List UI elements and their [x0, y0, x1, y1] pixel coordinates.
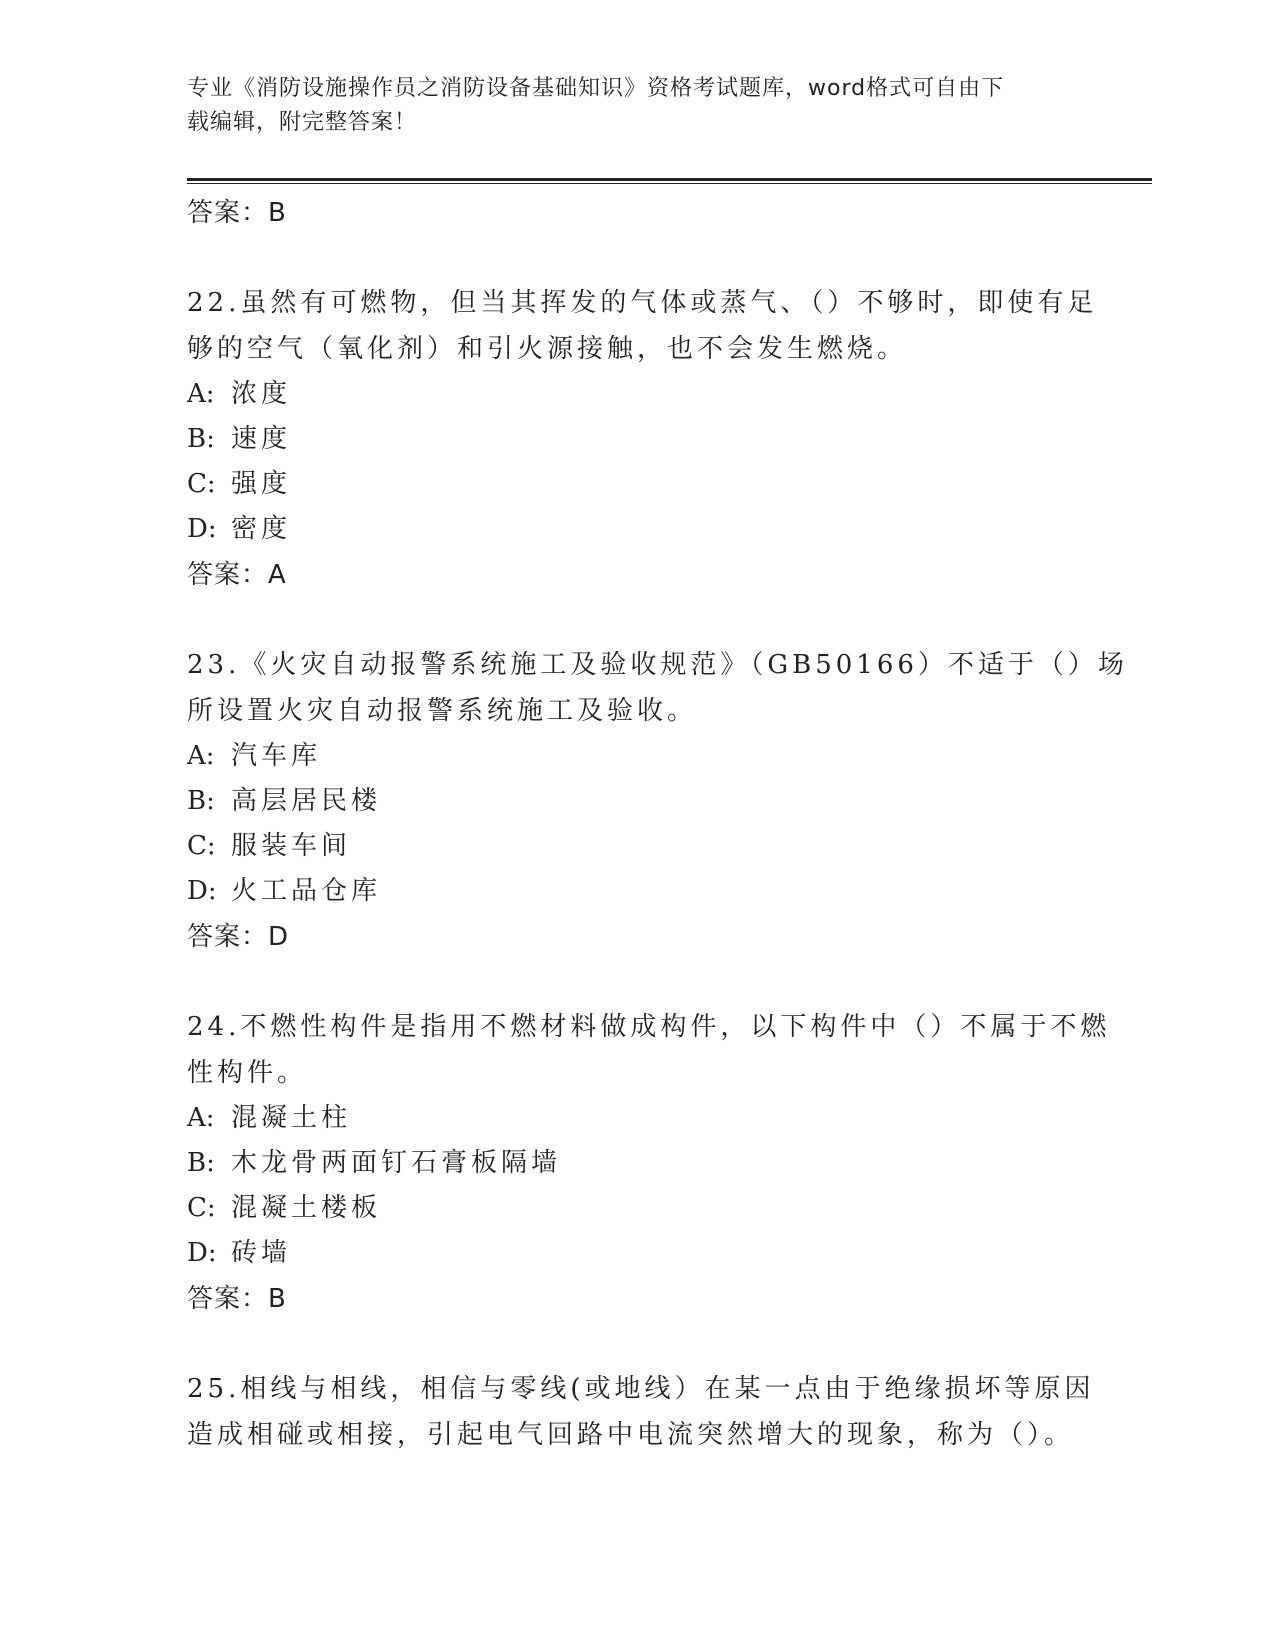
option-letter: A:: [187, 1103, 215, 1133]
option-letter: B:: [187, 786, 215, 816]
option-text: 混凝土楼板: [231, 1193, 382, 1223]
option-c: [187, 824, 1087, 869]
option-text: 密度: [231, 514, 292, 544]
option-letter: D:: [187, 876, 217, 906]
option-b: [187, 779, 1087, 824]
option-text: 高层居民楼: [231, 786, 382, 816]
option-text: 混凝土柱: [231, 1103, 352, 1133]
question-text-line: 造成相碰或相接，引起电气回路中电流突然增大的现象，称为（）。: [187, 1420, 1075, 1450]
option-text: 汽车库: [231, 741, 322, 771]
option-d: [187, 507, 1087, 552]
question-block: [187, 1004, 1111, 1322]
option-a: [187, 1096, 1087, 1141]
answer-line: 答案：B: [187, 1284, 287, 1314]
option-text: 浓度: [231, 379, 292, 409]
option-a: [187, 734, 1087, 779]
option-text: 服装车间: [231, 831, 352, 861]
header-line-1: 专业《消防设施操作员之消防设备基础知识》资格考试题库，word格式可自由下: [187, 76, 1005, 101]
option-letter: C:: [187, 831, 216, 861]
option-letter: D:: [187, 1238, 217, 1268]
question-block: [187, 280, 1098, 598]
header-divider-thin: [187, 183, 1152, 184]
header-divider: [187, 178, 1152, 181]
option-text: 强度: [231, 469, 292, 499]
answer-line: 答案：A: [187, 560, 287, 590]
option-text: 木龙骨两面钉石膏板隔墙: [231, 1148, 562, 1178]
question-text-line: 性构件。: [187, 1058, 308, 1088]
option-letter: B:: [187, 1148, 215, 1178]
option-d: [187, 869, 1087, 914]
option-text: 速度: [231, 424, 292, 454]
option-letter: A:: [187, 379, 215, 409]
answer-line: 答案：D: [187, 922, 290, 952]
answer-line: 答案：B: [187, 198, 287, 228]
document-header: [187, 72, 1067, 140]
option-c: [187, 462, 1087, 507]
option-b: [187, 1141, 1087, 1186]
question-block: [187, 1366, 1095, 1458]
option-c: [187, 1186, 1087, 1231]
header-line-2: 载编辑，附完整答案！: [187, 110, 418, 135]
option-text: 火工品仓库: [231, 876, 382, 906]
option-b: [187, 417, 1087, 462]
option-a: [187, 372, 1087, 417]
question-text-line: 22.虽然有可燃物，但当其挥发的气体或蒸气、（）不够时，即使有足: [187, 288, 1098, 318]
question-list: [187, 190, 1128, 1458]
question-text-line: 所设置火灾自动报警系统施工及验收。: [187, 696, 698, 726]
question-text-line: 25.相线与相线，相信与零线(或地线）在某一点由于绝缘损坏等原因: [187, 1374, 1095, 1404]
question-text-line: 23.《火灾自动报警系统施工及验收规范》（GB50166）不适于（）场: [187, 650, 1128, 680]
option-text: 砖墙: [231, 1238, 292, 1268]
question-text-line: 够的空气（氧化剂）和引火源接触，也不会发生燃烧。: [187, 334, 908, 364]
option-letter: B:: [187, 424, 215, 454]
option-letter: A:: [187, 741, 215, 771]
option-letter: C:: [187, 469, 216, 499]
option-letter: C:: [187, 1193, 216, 1223]
question-block: [187, 642, 1128, 960]
option-letter: D:: [187, 514, 217, 544]
option-d: [187, 1231, 1087, 1276]
question-text-line: 24.不燃性构件是指用不燃材料做成构件，以下构件中（）不属于不燃: [187, 1012, 1111, 1042]
